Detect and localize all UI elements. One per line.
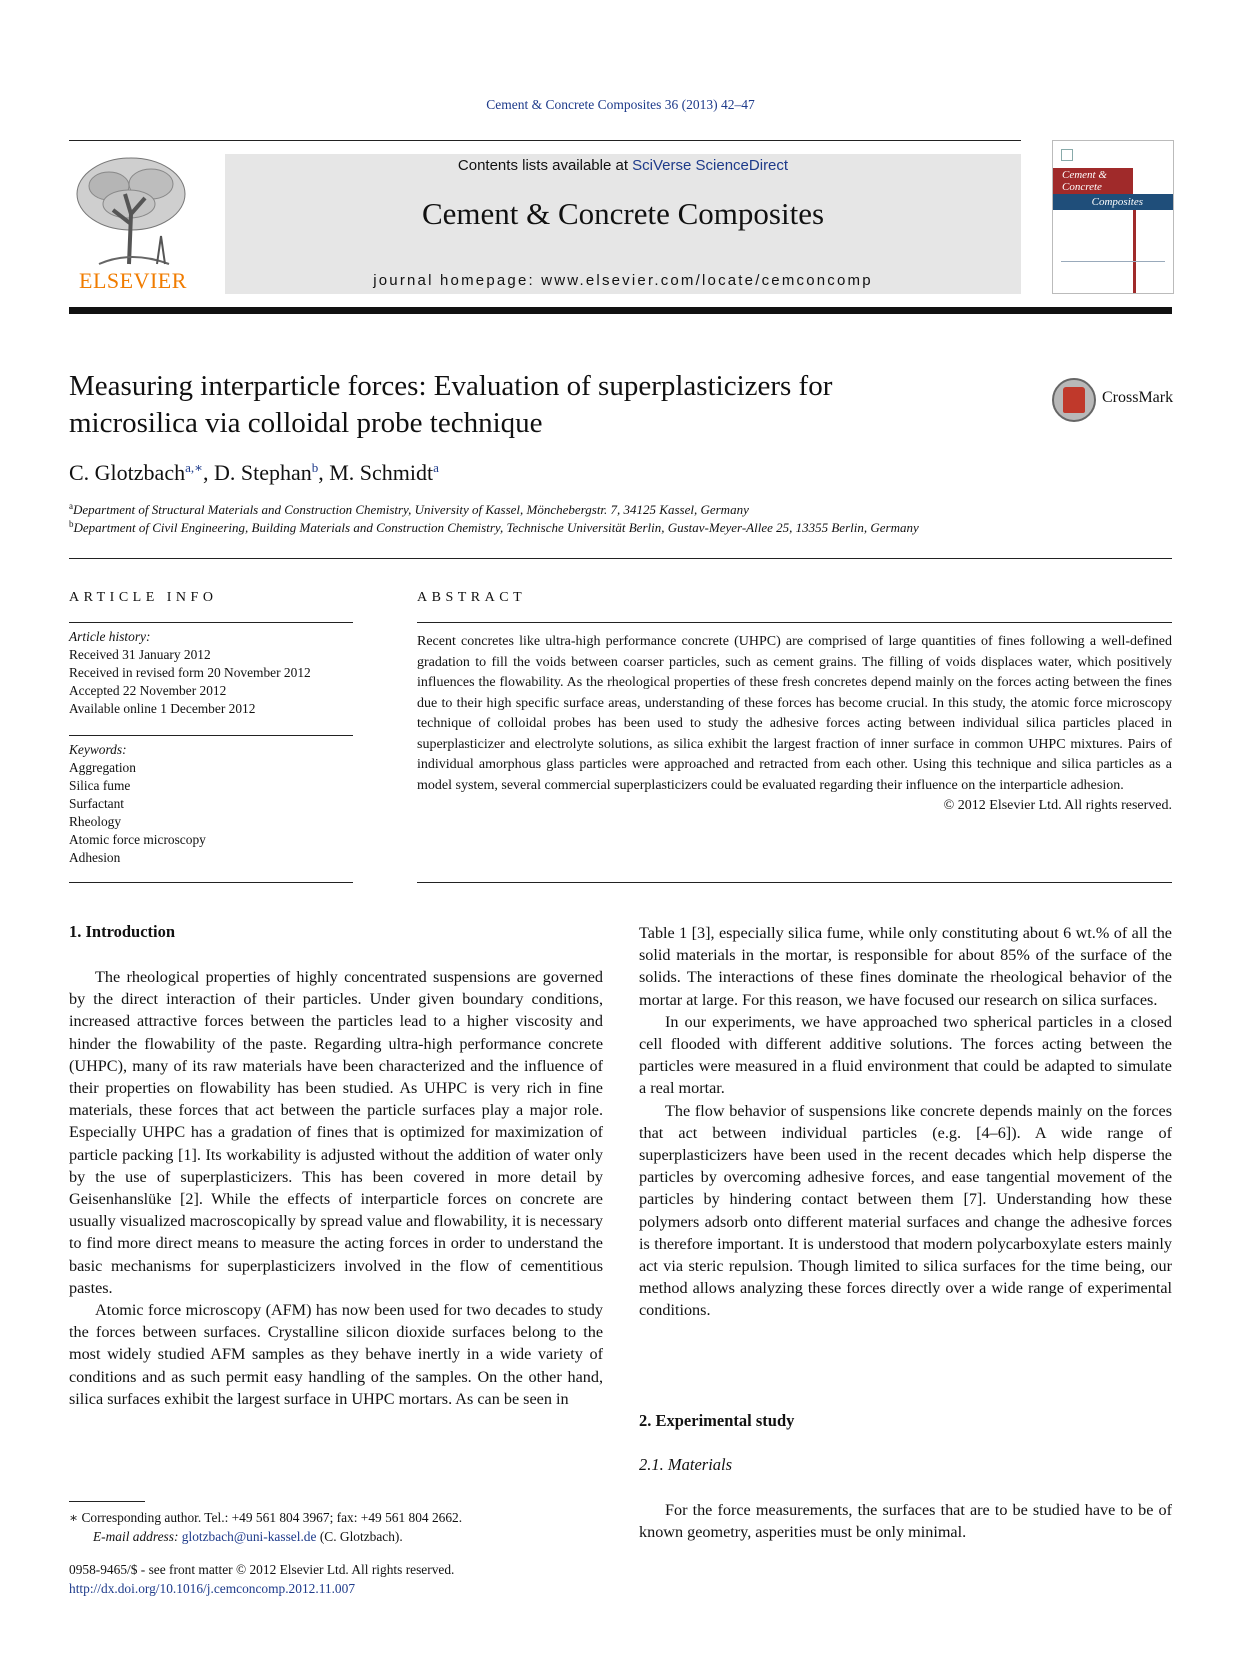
article-info-heading: ARTICLE INFO [69, 590, 218, 605]
corresponding-footnote [69, 1508, 629, 1546]
issn-footer [69, 1560, 669, 1598]
title-line1: Measuring interparticle forces: Evaluation of superplasticizers for [69, 370, 833, 402]
author-affil-marker[interactable]: a,∗ [185, 460, 203, 475]
history-item: Received 31 January 2012 [69, 647, 211, 662]
keywords-block [69, 741, 353, 867]
affiliation-marker: b [69, 519, 74, 529]
sciencedirect-link[interactable]: SciVerse ScienceDirect [632, 157, 789, 174]
body-right-column-continued [639, 1499, 1172, 1543]
author-affil-marker[interactable]: b [311, 460, 319, 475]
section-2-1-heading: 2.1. Materials [639, 1455, 733, 1474]
article-info-bottom-rule [69, 882, 353, 883]
crossmark-badge[interactable] [1052, 378, 1182, 422]
keyword: Silica fume [69, 778, 131, 793]
doi-link[interactable]: http://dx.doi.org/10.1016/j.cemconcomp.2012.11.007 [69, 1581, 356, 1596]
cover-badge-icon [1061, 149, 1073, 161]
cover-title-line2: Concrete [1062, 181, 1102, 193]
affiliation-text: Department of Structural Materials and Construction Chemistry, University of Kassel, Mönchebergstr. 7, 34125 Kassel, Germany [73, 502, 749, 517]
keyword: Surfactant [69, 796, 125, 811]
abstract-heading: ABSTRACT [417, 590, 527, 605]
footnote-rule [69, 1501, 145, 1502]
abstract-text: Recent concretes like ultra-high performance concrete (UHPC) are comprised of large quantities of fines following a well-defined gradation to fill the voids between coarser particles, such as cement grains. The filling of voids displaces water, which positively influences the flowability. As the rheological properties of these fresh concretes depend mainly on the forces acting between the fines due to their high specific surface areas, understanding of these forces has become crucial. In this study, the atomic force microscopy technique of colloidal probes has been used to study the adhesive forces acting between individual silica particles placed in superplasticizer and electrolyte solutions, as silica exhibit the largest fraction of inner surface in common UHPC mixtures. Pairs of individual amorphous glass particles were approached and retracted from each other. Using this technique and silica particles as a model system, several commercial superplasticizers could be evaluated regarding their influence on the interparticle adhesion. [417, 634, 1172, 793]
body-paragraph: For the force measurements, the surfaces that are to be studied have to be of known geometry, asperities must be only minimal. [639, 1501, 1172, 1542]
journal-cover-thumbnail[interactable] [1052, 140, 1174, 294]
elsevier-wordmark: ELSEVIER [79, 268, 187, 293]
section-2-heading: 2. Experimental study [639, 1411, 795, 1430]
title-line2: microsilica via colloidal probe technique [69, 407, 543, 439]
elsevier-tree-icon [69, 154, 197, 266]
author-name[interactable]: C. Glotzbach [69, 460, 186, 485]
header-thick-rule [69, 307, 1172, 314]
abstract-rule [417, 622, 1172, 623]
keyword: Rheology [69, 814, 122, 829]
keyword: Adhesion [69, 850, 121, 865]
crossmark-icon [1052, 378, 1096, 422]
body-paragraph: The flow behavior of suspensions like concrete depends mainly on the forces that act between individual particles (e.g. [4–6]). A wide range of superplasticizers have been used in the recent decades which help disperse the particles by overcoming adhesive forces, and ease tangential movement of the particles by hindering contact between them [7]. Understanding how these polymers adsorb onto different material surfaces and change the adhesive forces is therefore important. It is understood that modern polycarboxylate esters mainly act via steric repulsion. Though limited to silica surfaces for the time being, our method allows analyzing these forces directly over a wide range of experimental conditions. [639, 1101, 1172, 1320]
author-list: C. Glotzbach$^{a,∗}$, D. Stephan$^b$, M. Schmidt$^a$ [69, 460, 439, 485]
journal-citation[interactable]: Cement & Concrete Composites 36 (2013) 42–47 [486, 97, 755, 112]
cover-title-line3: Composites [1053, 194, 1173, 210]
elsevier-logo[interactable] [69, 154, 197, 294]
section-1-heading: 1. Introduction [69, 922, 176, 941]
contents-prefix: Contents lists available at [457, 157, 628, 174]
cover-divider [1133, 210, 1136, 293]
affiliation-a [69, 501, 749, 518]
body-paragraph: The rheological properties of highly concentrated suspensions are governed by the direct interaction of their particles. Under given boundary conditions, increased attractive forces between the particles lead to a higher viscosity and hinder the flowability of the paste. Regarding ultra-high performance concrete (UHPC), many of its raw materials have been characterized and the influence of their properties on flowability has been studied. As UHPC is very rich in fine materials, these forces that act between the particle surfaces play a major role. Especially UHPC has a gradation of fines that is optimized for maximization of particle packing [1]. Its workability is adjusted without the addition of water only by the use of superplasticizers. This has been covered in more detail by Geisenhanslüke [2]. While the effects of interparticle forces on concrete are usually visualized macroscopically by spread value and flowability, it is necessary to find more direct means to measure the acting forces in order to understand the basic mechanisms for superplasticizers involved in the flow of cementitious pastes. [69, 968, 603, 1297]
abstract-body [417, 632, 1172, 817]
abstract-copyright: © 2012 Elsevier Ltd. All rights reserved. [943, 798, 1172, 813]
author-name[interactable]: D. Stephan [213, 460, 312, 485]
contents-availability [225, 157, 1021, 174]
journal-homepage[interactable]: journal homepage: www.elsevier.com/locate/cemconcomp [373, 272, 873, 289]
cover-title-line1: Cement & [1062, 169, 1107, 181]
keyword: Atomic force microscopy [69, 832, 206, 847]
cover-rule [1061, 261, 1165, 262]
article-title [69, 368, 989, 442]
body-paragraph: In our experiments, we have approached two spherical particles in a closed cell flooded with different additive solutions. The forces acting between the particles were measured in a fluid environment that could be adapted to simulate a real mortar. [639, 1012, 1172, 1098]
body-right-column [639, 922, 1172, 1322]
crossmark-label: CrossMark [1102, 389, 1174, 406]
affiliation-text: Department of Civil Engineering, Building Materials and Construction Chemistry, Technische Universität Berlin, Gustav-Meyer-Allee 25, 13355 Berlin, Germany [73, 520, 919, 535]
corresponding-author: ∗ Corresponding author. Tel.: +49 561 804 3967; fax: +49 561 804 2662. [69, 1510, 463, 1525]
author-name[interactable]: M. Schmidt [329, 460, 434, 485]
email-line [69, 1527, 629, 1546]
title-block-rule [69, 558, 1172, 559]
history-item: Available online 1 December 2012 [69, 701, 256, 716]
article-info-rule [69, 622, 353, 623]
body-paragraph: Table 1 [3], especially silica fume, while only constituting about 6 wt.% of all the solid materials in the mortar, is responsible for about 85% of the surface of the solids. The interactions of these fines dominate the rheological behavior of the mortar at large. For this reason, we have focused our research on silica surfaces. [639, 924, 1172, 1009]
issn-line: 0958-9465/$ - see front matter © 2012 Elsevier Ltd. All rights reserved. [69, 1562, 455, 1577]
keywords-rule [69, 735, 353, 736]
abstract-bottom-rule [417, 882, 1172, 883]
body-paragraph: Atomic force microscopy (AFM) has now been used for two decades to study the forces between surfaces. Crystalline silicon dioxide surfaces belong to the most widely studied AFM samples as they behave inertly in a wide variety of conditions and as such permit easy handling of the samples. On the other hand, silica surfaces exhibit the largest surface in UHPC mortars. As can be seen in [69, 1301, 603, 1408]
history-label: Article history: [69, 629, 151, 644]
email-label: E-mail address: [93, 1529, 179, 1544]
email-suffix: (C. Glotzbach). [319, 1529, 403, 1544]
author-affil-marker[interactable]: a [433, 460, 439, 475]
affiliation-b [69, 519, 919, 536]
body-left-column [69, 966, 603, 1410]
keyword: Aggregation [69, 760, 136, 775]
affiliation-marker: a [69, 501, 73, 511]
email-link[interactable]: glotzbach@uni-kassel.de [181, 1529, 317, 1544]
article-history [69, 628, 353, 718]
history-item: Accepted 22 November 2012 [69, 683, 227, 698]
journal-name: Cement & Concrete Composites [421, 196, 825, 231]
keywords-label: Keywords: [69, 742, 127, 757]
journal-banner [225, 154, 1021, 294]
cover-title-block [1053, 168, 1133, 194]
history-item: Received in revised form 20 November 2012 [69, 665, 311, 680]
header-rule [69, 140, 1021, 141]
